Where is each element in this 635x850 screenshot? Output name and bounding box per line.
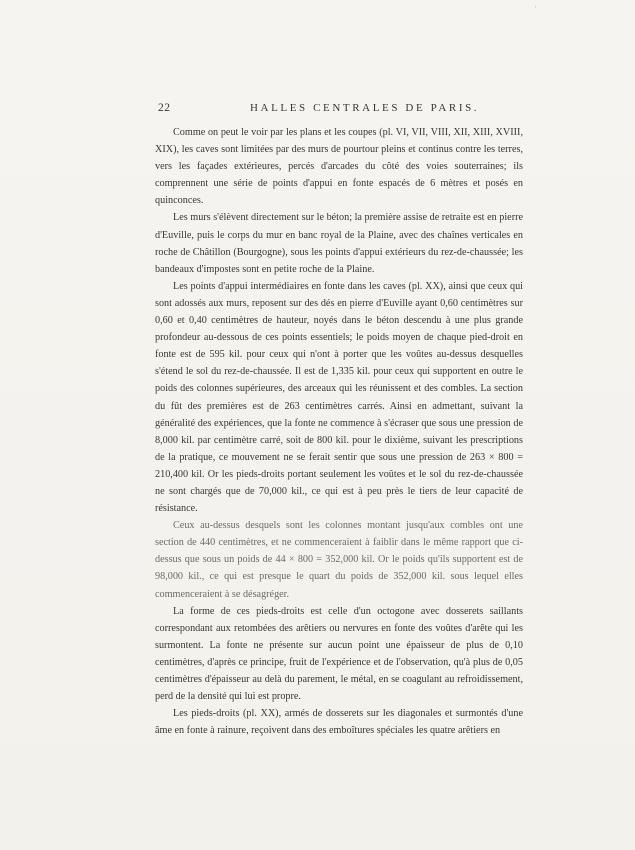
- paragraph-1: Comme on peut le voir par les plans et les coupes (pl. VI, VII, VIII, XII, XIII, XVIII, XIX), les caves sont limitées par des murs de pourtour pleins et continus contre les terres, vers les façades extérieures, percés d'arcades du côté des voies souterraines; ils comprennent une série de points d'appui en fonte espacés de 6 mètres et posés en quinconces.: [155, 127, 523, 207]
- page-header: [158, 102, 518, 118]
- paragraph-5: La forme de ces pieds-droits est celle d'un octogone avec dosserets saillants correspondant aux retombées des arêtiers ou nervures en fonte des voûtes d'arête qui les surmontent. La fonte ne présente sur aucun point une épaisseur de plus de 0,10 centimètres, d'après ce principe, fruit de l'expérience et de l'observation, qu'à plus de 0,05 centimètres d'épaisseur au delà du parement, le métal, en se coagulant au refroidissement, perd de la densité qui lui est propre.: [155, 605, 523, 703]
- body-text: [155, 124, 523, 739]
- paragraph-2: Les murs s'élèvent directement sur le béton; la première assise de retraite est en pierre d'Euville, puis le corps du mur en banc royal de la Plaine, avec des chaînes verticales en roche de Châtillon (Bourgogne), sous les points d'appui extérieurs du rez-de-chaussée; les bandeaux d'impostes sont en petite roche de la Plaine.: [155, 212, 523, 275]
- paragraph-6: Les pieds-droits (pl. XX), armés de dosserets sur les diagonales et surmontés d'une âme en fonte à rainure, reçoivent dans des emboîtures spéciales les quatre arêtiers en: [155, 708, 523, 737]
- corner-mark: ·: [534, 2, 537, 12]
- page-number: 22: [158, 102, 171, 114]
- paragraph-4: Ceux au-dessus desquels sont les colonnes montant jusqu'aux combles ont une section de 440 centimètres, et ne commenceraient à faiblir dans le même rapport que ci-dessus que sous un poids de 44 × 800 = 352,000 kil. Or le poids qu'ils supportent est de 98,000 kil., ce qui est presque le quart du poids de 352,000 kil. sous lequel elles commenceraient à se désagréger.: [155, 520, 523, 600]
- running-title: HALLES CENTRALES DE PARIS.: [250, 102, 480, 114]
- paragraph-3: Les points d'appui intermédiaires en fonte dans les caves (pl. XX), ainsi que ceux qui sont adossés aux murs, reposent sur des dés en pierre d'Euville ayant 0,60 centimètres sur 0,60 et 0,40 centimètres de hauteur, noyés dans le béton descendu à une plus grande profondeur au-dessous de ces points essentiels; le poids moyen de chaque pied-droit en fonte est de 595 kil. pour ceux qui n'ont à porter que les voûtes au-dessus desquelles s'étend le sol du rez-de-chaussée. Il est de 1,335 kil. pour ceux qui supportent en outre le poids des colonnes supérieures, des arceaux qui les réunissent et des combles. La section du fût des premières est de 263 centimètres carrés. Ainsi en admettant, suivant la généralité des expériences, que la fonte ne commence à s'écraser que sous une pression de 8,000 kil. par centimètre carré, soit de 800 kil. pour le dixième, suivant les prescriptions de la pratique, ce mouvement ne se ferait sentir que sous une pression de 263 × 800 = 210,400 kil. Or les pieds-droits portant seulement les voûtes et le sol du rez-de-chaussée ne sont chargés que de 70,000 kil., ce qui est à peu près le tiers de leur capacité de résistance.: [155, 280, 523, 515]
